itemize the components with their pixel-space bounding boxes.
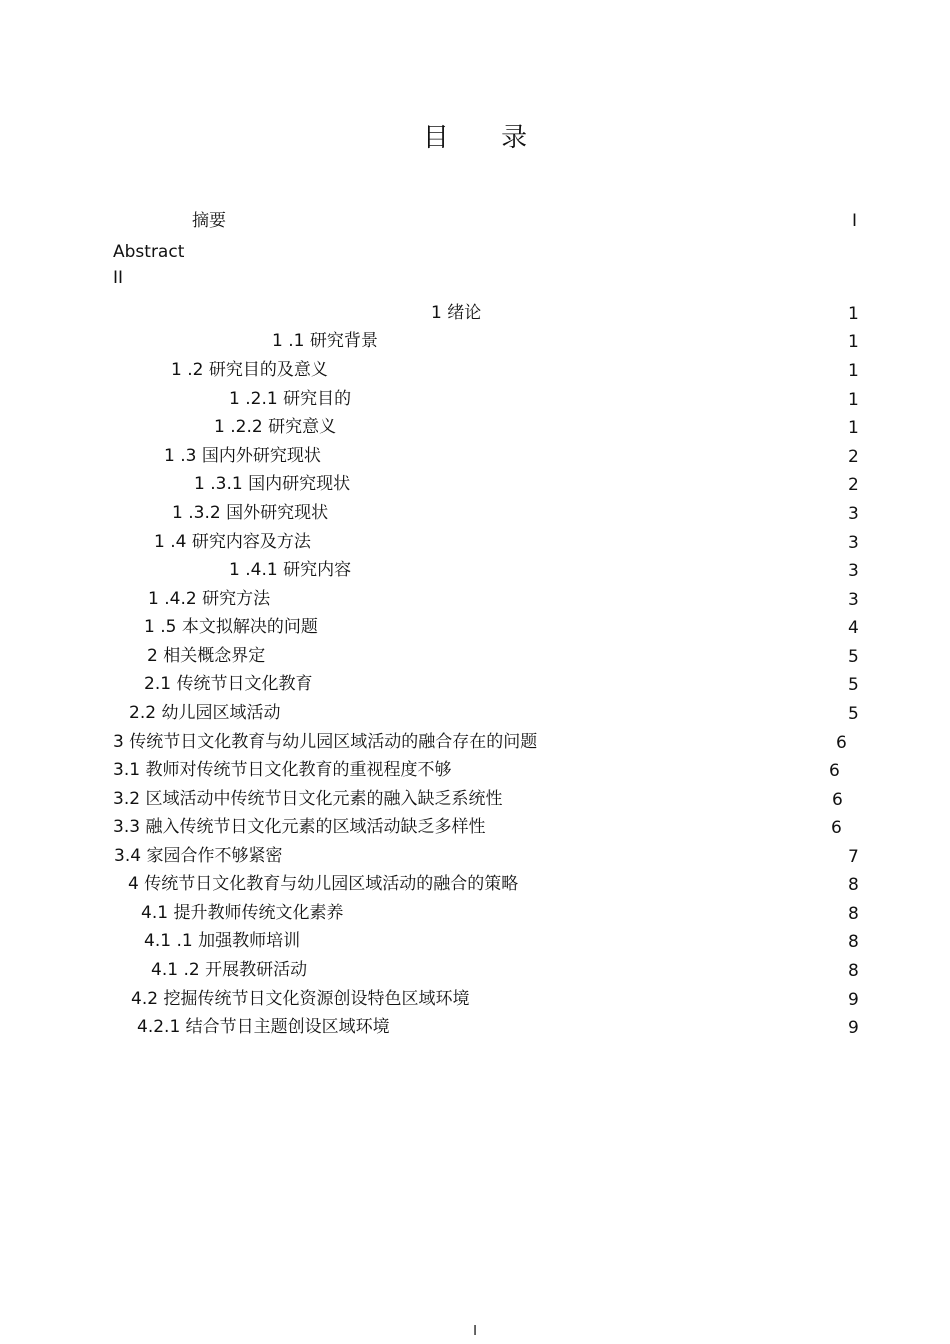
- toc-entry-page: 5: [848, 647, 859, 667]
- page-title: 目 录: [422, 123, 550, 153]
- toc-entry-page: 1: [848, 304, 859, 324]
- toc-entry-page: 2: [848, 447, 859, 467]
- toc-entry-label[interactable]: 2.1 传统节日文化教育: [144, 674, 313, 694]
- toc-entry-page: 3: [848, 533, 859, 553]
- toc-entry-label[interactable]: 4.1 提升教师传统文化素养: [141, 903, 344, 923]
- toc-entry-page: 1: [848, 418, 859, 438]
- toc-entry-label[interactable]: 1 .3 国内外研究现状: [164, 446, 321, 466]
- toc-entry-page: 8: [848, 875, 859, 895]
- toc-entry-page: 1: [848, 361, 859, 381]
- toc-entry-label[interactable]: 3 传统节日文化教育与幼儿园区域活动的融合存在的问题: [113, 732, 538, 752]
- toc-entry-label[interactable]: Abstract: [113, 242, 185, 262]
- toc-entry-page: 3: [848, 504, 859, 524]
- toc-entry-label[interactable]: 3.4 家园合作不够紧密: [114, 846, 283, 866]
- toc-entry-label[interactable]: 1 绪论: [431, 303, 482, 323]
- toc-entry-label[interactable]: 2 相关概念界定: [147, 646, 266, 666]
- toc-entry-page: 1: [848, 390, 859, 410]
- toc-entry-page: I: [852, 211, 858, 231]
- toc-entry-label[interactable]: 4 传统节日文化教育与幼儿园区域活动的融合的策略: [128, 874, 519, 894]
- toc-entry-page: 5: [848, 675, 859, 695]
- toc-entry-label[interactable]: 1 .3.1 国内研究现状: [194, 474, 351, 494]
- toc-entry-page: 6: [832, 790, 843, 810]
- toc-entry-label[interactable]: 2.2 幼儿园区域活动: [129, 703, 281, 723]
- toc-entry-page: 1: [848, 332, 859, 352]
- page-number-footer: I: [473, 1324, 477, 1339]
- toc-entry-page: 6: [829, 761, 840, 781]
- toc-entry-page: 3: [848, 561, 859, 581]
- toc-entry-page: 7: [848, 847, 859, 867]
- toc-entry-page: 6: [831, 818, 842, 838]
- toc-entry-label[interactable]: 4.1 .1 加强教师培训: [144, 931, 301, 951]
- toc-entry-page: 9: [848, 1018, 859, 1038]
- toc-entry-page: 4: [848, 618, 859, 638]
- toc-entry-label[interactable]: 摘要: [192, 211, 226, 231]
- toc-entry-label[interactable]: 1 .2 研究目的及意义: [171, 360, 328, 380]
- toc-entry-page: 5: [848, 704, 859, 724]
- toc-entry-page: 8: [848, 961, 859, 981]
- toc-entry-label[interactable]: 3.2 区域活动中传统节日文化元素的融入缺乏系统性: [113, 789, 503, 809]
- toc-entry-label[interactable]: 1 .1 研究背景: [272, 331, 378, 351]
- toc-entry-page: II: [113, 268, 124, 288]
- toc-entry-page: 6: [836, 733, 847, 753]
- toc-entry-page: 3: [848, 590, 859, 610]
- toc-entry-label[interactable]: 3.3 融入传统节日文化元素的区域活动缺乏多样性: [113, 817, 486, 837]
- toc-entry-label[interactable]: 1 .4.1 研究内容: [229, 560, 352, 580]
- toc-entry-label[interactable]: 1 .2.2 研究意义: [214, 417, 337, 437]
- toc-entry-label[interactable]: 3.1 教师对传统节日文化教育的重视程度不够: [113, 760, 452, 780]
- toc-entry-page: 8: [848, 904, 859, 924]
- toc-entry-label[interactable]: 4.1 .2 开展教研活动: [151, 960, 308, 980]
- toc-entry-label[interactable]: 1 .2.1 研究目的: [229, 389, 352, 409]
- toc-entry-page: 8: [848, 932, 859, 952]
- toc-entry-label[interactable]: 1 .4.2 研究方法: [148, 589, 271, 609]
- toc-entry-label[interactable]: 4.2 挖掘传统节日文化资源创设特色区域环境: [131, 989, 470, 1009]
- toc-entry-page: 9: [848, 990, 859, 1010]
- toc-entry-label[interactable]: 1 .5 本文拟解决的问题: [144, 617, 318, 637]
- toc-entry-label[interactable]: 4.2.1 结合节日主题创设区域环境: [137, 1017, 390, 1037]
- toc-entry-label[interactable]: 1 .4 研究内容及方法: [154, 532, 311, 552]
- toc-entry-label[interactable]: 1 .3.2 国外研究现状: [172, 503, 329, 523]
- toc-entry-page: 2: [848, 475, 859, 495]
